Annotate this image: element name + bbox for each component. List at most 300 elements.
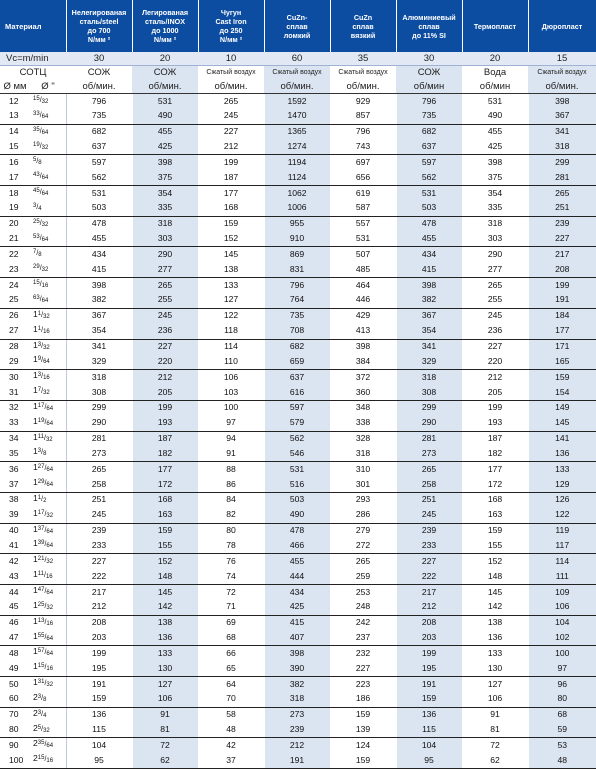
col-header xyxy=(528,0,596,52)
inch-numerator: 35 xyxy=(37,740,45,747)
rpm-cell: 1274 xyxy=(264,140,330,155)
rpm-cell: 341 xyxy=(66,339,132,354)
fraction-slash: / xyxy=(41,710,44,718)
unit-label: об/мин. xyxy=(330,79,396,94)
rpm-cell: 478 xyxy=(66,216,132,231)
rpm-cell: 597 xyxy=(396,155,462,170)
fraction-slash: / xyxy=(41,495,44,503)
inch-denominator: 64 xyxy=(46,635,54,642)
inch-whole: 2 xyxy=(33,722,38,733)
inch-whole: 1 xyxy=(33,339,38,350)
rpm-cell: 199 xyxy=(528,278,596,293)
rpm-cell: 212 xyxy=(132,370,198,385)
table-row xyxy=(0,155,596,170)
rpm-cell: 290 xyxy=(462,247,528,262)
rpm-cell: 124 xyxy=(330,738,396,753)
rpm-cell: 109 xyxy=(528,585,596,600)
rpm-cell: 597 xyxy=(66,155,132,170)
col-header-line: Алюминиевый xyxy=(402,12,456,22)
diameter-mm: 47 xyxy=(0,631,30,646)
vc-value: 35 xyxy=(330,52,396,66)
diameter-inch xyxy=(30,753,66,768)
rpm-cell: 587 xyxy=(330,201,396,216)
rpm-cell: 251 xyxy=(528,201,596,216)
inch-numerator: 13 xyxy=(37,617,45,624)
rpm-cell: 485 xyxy=(330,262,396,277)
rpm-cell: 148 xyxy=(462,569,528,584)
table-row xyxy=(0,400,596,415)
rpm-cell: 318 xyxy=(66,370,132,385)
rpm-cell: 279 xyxy=(330,523,396,538)
rpm-cell: 149 xyxy=(528,400,596,415)
table-row xyxy=(0,262,596,277)
rpm-cell: 735 xyxy=(66,109,132,124)
rpm-cell: 95 xyxy=(396,753,462,768)
rpm-cell: 191 xyxy=(66,677,132,692)
diameter-mm: 36 xyxy=(9,463,19,474)
col-header-line: Дюропласт xyxy=(541,21,583,31)
rpm-cell: 227 xyxy=(462,339,528,354)
rpm-cell: 299 xyxy=(396,400,462,415)
rpm-cell: 354 xyxy=(66,324,132,339)
inch-numerator: 43 xyxy=(33,172,40,179)
rpm-cell: 48 xyxy=(198,723,264,738)
diameter-mm: 40 xyxy=(9,525,19,536)
rpm-cell: 114 xyxy=(528,554,596,569)
diameter-inch xyxy=(30,308,66,323)
rpm-cell: 100 xyxy=(528,646,596,661)
rpm-cell: 562 xyxy=(66,170,132,185)
rpm-cell: 597 xyxy=(264,400,330,415)
col-header-line: сталь/INOX xyxy=(144,17,186,26)
rpm-cell: 490 xyxy=(132,109,198,124)
rpm-cell: 159 xyxy=(462,523,528,538)
rpm-cell: 682 xyxy=(66,124,132,139)
diameter-mm: 12 xyxy=(9,95,19,106)
inch-denominator: 32 xyxy=(41,144,49,151)
inch-numerator: 1 xyxy=(37,494,42,501)
rpm-cell: 743 xyxy=(330,140,396,155)
table-row xyxy=(0,646,596,661)
diameter-mm: 90 xyxy=(9,739,19,750)
rpm-cell: 245 xyxy=(462,308,528,323)
rpm-cell: 281 xyxy=(396,431,462,446)
inch-numerator: 55 xyxy=(37,632,45,639)
table-row xyxy=(0,554,596,569)
rpm-cell: 115 xyxy=(396,723,462,738)
rpm-cell: 444 xyxy=(264,569,330,584)
fraction-slash: / xyxy=(44,572,46,580)
rpm-cell: 375 xyxy=(132,170,198,185)
fraction-slash: / xyxy=(39,265,42,273)
rpm-cell: 212 xyxy=(462,370,528,385)
table-row xyxy=(0,569,596,584)
rpm-cell: 172 xyxy=(132,477,198,492)
rpm-cell: 62 xyxy=(132,753,198,768)
rpm-cell: 104 xyxy=(528,615,596,630)
rpm-cell: 398 xyxy=(330,339,396,354)
rpm-cell: 106 xyxy=(462,692,528,707)
rpm-cell: 290 xyxy=(66,416,132,431)
inch-denominator: 64 xyxy=(41,236,49,243)
fraction-slash: / xyxy=(44,403,47,411)
rpm-cell: 118 xyxy=(198,324,264,339)
rpm-cell: 203 xyxy=(66,631,132,646)
diameter-inch xyxy=(30,109,66,124)
col-header-line: ломкий xyxy=(283,30,311,40)
rpm-cell: 735 xyxy=(264,308,330,323)
inch-whole: 1 xyxy=(33,677,38,688)
fraction-slash: / xyxy=(39,142,42,150)
unit-label: об/мин. xyxy=(132,79,198,94)
table-row xyxy=(0,477,596,492)
inch-numerator: 47 xyxy=(37,587,45,593)
inch-denominator: 2 xyxy=(43,497,47,504)
table-row xyxy=(0,370,596,385)
col-header-line: N/мм ² xyxy=(153,35,177,44)
diameter-mm: 13 xyxy=(0,109,30,124)
unit-mm-label: Ø мм xyxy=(0,79,30,94)
rpm-cell: 159 xyxy=(66,692,132,707)
rpm-cell: 507 xyxy=(330,247,396,262)
fraction-slash: / xyxy=(44,541,47,549)
rpm-cell: 106 xyxy=(528,600,596,615)
rpm-cell: 239 xyxy=(66,523,132,538)
rpm-cell: 199 xyxy=(198,155,264,170)
rpm-cell: 186 xyxy=(330,692,396,707)
inch-whole: 1 xyxy=(33,569,38,580)
table-row xyxy=(0,232,596,247)
rpm-cell: 303 xyxy=(462,232,528,247)
rpm-cell: 193 xyxy=(132,416,198,431)
rpm-cell: 78 xyxy=(198,538,264,553)
rpm-cell: 193 xyxy=(462,416,528,431)
rpm-cell: 227 xyxy=(132,339,198,354)
cooling-value: Сжатый воздух xyxy=(264,66,330,80)
rpm-cell: 531 xyxy=(462,94,528,109)
rpm-cell: 168 xyxy=(462,492,528,507)
rpm-cell: 223 xyxy=(330,677,396,692)
rpm-cell: 142 xyxy=(462,600,528,615)
rpm-cell: 464 xyxy=(330,278,396,293)
table-row xyxy=(0,631,596,646)
units-row xyxy=(0,79,596,94)
inch-denominator: 16 xyxy=(46,666,54,673)
rpm-cell: 637 xyxy=(396,140,462,155)
cooling-value: СОЖ xyxy=(66,66,132,80)
diameter-mm: 26 xyxy=(9,310,19,321)
rpm-cell: 171 xyxy=(528,339,596,354)
rpm-cell: 182 xyxy=(132,446,198,461)
diameter-inch xyxy=(30,646,66,661)
rpm-cell: 227 xyxy=(528,232,596,247)
rpm-cell: 434 xyxy=(264,585,330,600)
rpm-cell: 177 xyxy=(462,462,528,477)
rpm-cell: 299 xyxy=(66,400,132,415)
rpm-cell: 136 xyxy=(462,631,528,646)
fraction-slash: / xyxy=(41,725,44,733)
diameter-mm: 34 xyxy=(9,433,19,444)
table-row xyxy=(0,293,596,308)
diameter-mm: 44 xyxy=(9,586,19,597)
inch-denominator: 32 xyxy=(43,313,50,320)
diameter-mm: 22 xyxy=(9,248,19,259)
rpm-cell: 91 xyxy=(132,707,198,722)
rpm-cell: 265 xyxy=(198,94,264,109)
rpm-cell: 273 xyxy=(264,707,330,722)
col-header-line: сплав xyxy=(286,21,308,31)
rpm-cell: 857 xyxy=(330,109,396,124)
rpm-cell: 119 xyxy=(528,523,596,538)
fraction-slash: / xyxy=(44,741,47,749)
inch-whole: 1 xyxy=(33,585,38,595)
inch-denominator: 16 xyxy=(45,574,53,581)
inch-numerator: 19 xyxy=(37,417,45,424)
inch-denominator: 64 xyxy=(41,129,49,136)
inch-denominator: 16 xyxy=(43,375,50,382)
diameter-mm: 46 xyxy=(9,617,19,628)
inch-whole: 1 xyxy=(33,446,38,457)
cooling-value: Вода xyxy=(462,66,528,80)
rpm-cell: 212 xyxy=(66,600,132,615)
rpm-cell: 159 xyxy=(330,707,396,722)
table-row xyxy=(0,247,596,262)
header-row xyxy=(0,0,596,52)
fraction-slash: / xyxy=(39,295,42,303)
rpm-cell: 84 xyxy=(198,492,264,507)
rpm-cell: 195 xyxy=(66,661,132,676)
rpm-cell: 562 xyxy=(396,170,462,185)
table-row xyxy=(0,523,596,538)
col-header-line: до 1000 xyxy=(151,26,179,35)
rpm-cell: 354 xyxy=(132,186,198,201)
rpm-cell: 398 xyxy=(132,155,198,170)
inch-numerator: 19 xyxy=(33,141,40,148)
inch-whole: 1 xyxy=(33,599,38,610)
rpm-cell: 682 xyxy=(264,339,330,354)
rpm-cell: 232 xyxy=(330,646,396,661)
col-header-line: Cast Iron xyxy=(215,17,247,26)
rpm-cell: 546 xyxy=(264,446,330,461)
rpm-cell: 390 xyxy=(264,661,330,676)
col-header-line: сталь/steel xyxy=(79,17,119,26)
rpm-cell: 293 xyxy=(330,492,396,507)
rpm-cell: 335 xyxy=(132,201,198,216)
diameter-mm: 20 xyxy=(9,218,19,229)
rpm-cell: 382 xyxy=(66,293,132,308)
inch-numerator: 25 xyxy=(37,601,45,608)
inch-whole: 1 xyxy=(33,646,38,657)
rpm-cell: 796 xyxy=(66,94,132,109)
diameter-mm: 42 xyxy=(9,555,19,566)
diameter-inch xyxy=(30,216,66,231)
diameter-inch xyxy=(30,692,66,707)
diameter-mm: 30 xyxy=(9,371,19,382)
rpm-cell: 66 xyxy=(198,646,264,661)
inch-denominator: 64 xyxy=(46,543,54,550)
rpm-cell: 255 xyxy=(462,293,528,308)
rpm-cell: 184 xyxy=(528,308,596,323)
rpm-cell: 136 xyxy=(132,631,198,646)
diameter-inch xyxy=(30,661,66,676)
rpm-cell: 1124 xyxy=(264,170,330,185)
inch-whole: 1 xyxy=(33,354,38,365)
inch-denominator: 32 xyxy=(46,559,54,566)
cooling-value: Сжатый воздух xyxy=(198,66,264,80)
inch-whole: 1 xyxy=(33,507,38,518)
inch-denominator: 16 xyxy=(43,328,50,335)
col-header xyxy=(462,0,528,52)
diameter-inch xyxy=(30,232,66,247)
inch-numerator: 31 xyxy=(37,679,45,686)
rpm-cell: 102 xyxy=(528,631,596,646)
inch-numerator: 53 xyxy=(33,233,40,240)
fraction-slash: / xyxy=(44,756,47,764)
fraction-slash: / xyxy=(36,158,39,166)
rpm-cell: 58 xyxy=(198,707,264,722)
diameter-inch xyxy=(30,416,66,431)
rpm-cell: 71 xyxy=(198,600,264,615)
rpm-cell: 138 xyxy=(462,615,528,630)
inch-denominator: 64 xyxy=(46,482,54,489)
rpm-cell: 367 xyxy=(528,109,596,124)
rpm-cell: 94 xyxy=(198,431,264,446)
rpm-cell: 155 xyxy=(132,538,198,553)
rpm-cell: 929 xyxy=(330,94,396,109)
diameter-inch xyxy=(30,262,66,277)
col-header-line: N/мм ² xyxy=(219,35,243,44)
table-row xyxy=(0,585,596,600)
rpm-cell: 372 xyxy=(330,370,396,385)
diameter-mm: 29 xyxy=(0,354,30,369)
rpm-cell: 133 xyxy=(528,462,596,477)
rpm-cell: 682 xyxy=(396,124,462,139)
rpm-cell: 182 xyxy=(462,446,528,461)
rpm-cell: 133 xyxy=(132,646,198,661)
table-row xyxy=(0,140,596,155)
table-row xyxy=(0,538,596,553)
rpm-cell: 86 xyxy=(198,477,264,492)
rpm-cell: 138 xyxy=(132,615,198,630)
inch-denominator: 64 xyxy=(43,359,50,366)
fraction-slash: / xyxy=(44,418,47,426)
rpm-cell: 281 xyxy=(528,170,596,185)
fraction-slash: / xyxy=(36,250,39,258)
fraction-slash: / xyxy=(41,449,44,457)
inch-numerator: 15 xyxy=(37,663,45,670)
rpm-cell: 80 xyxy=(198,523,264,538)
rpm-cell: 237 xyxy=(330,631,396,646)
rpm-cell: 659 xyxy=(264,354,330,369)
inch-denominator: 32 xyxy=(41,267,49,274)
diameter-inch xyxy=(30,523,66,538)
diameter-mm: 100 xyxy=(0,753,30,768)
rpm-cell: 415 xyxy=(264,615,330,630)
rpm-cell: 1194 xyxy=(264,155,330,170)
diameter-inch xyxy=(30,247,66,262)
rpm-cell: 110 xyxy=(198,354,264,369)
diameter-inch xyxy=(30,370,66,385)
rpm-cell: 265 xyxy=(132,278,198,293)
diameter-inch xyxy=(30,677,66,692)
rpm-cell: 831 xyxy=(264,262,330,277)
rpm-cell: 398 xyxy=(462,155,528,170)
inch-denominator: 32 xyxy=(46,512,54,519)
rpm-cell: 619 xyxy=(330,186,396,201)
rpm-cell: 217 xyxy=(396,585,462,600)
rpm-cell: 217 xyxy=(66,585,132,600)
rpm-cell: 382 xyxy=(396,293,462,308)
inch-denominator: 16 xyxy=(41,283,49,290)
rpm-cell: 245 xyxy=(132,308,198,323)
fraction-slash: / xyxy=(44,680,47,688)
vc-value: 30 xyxy=(396,52,462,66)
inch-denominator: 64 xyxy=(46,743,54,750)
rpm-cell: 95 xyxy=(66,753,132,768)
fraction-slash: / xyxy=(44,526,47,534)
rpm-cell: 191 xyxy=(396,677,462,692)
fraction-slash: / xyxy=(44,557,47,565)
rpm-cell: 130 xyxy=(462,661,528,676)
inch-whole: 1 xyxy=(33,308,38,319)
rpm-cell: 299 xyxy=(528,155,596,170)
inch-denominator: 64 xyxy=(46,467,54,474)
inch-denominator: 32 xyxy=(41,221,49,228)
rpm-cell: 159 xyxy=(132,523,198,538)
fraction-slash: / xyxy=(44,434,46,442)
rpm-cell: 764 xyxy=(264,293,330,308)
inch-whole: 1 xyxy=(33,431,38,442)
vc-value: 10 xyxy=(198,52,264,66)
diameter-mm: 50 xyxy=(9,678,19,689)
vc-label: Vc=m/min xyxy=(0,52,66,66)
diameter-inch xyxy=(30,140,66,155)
diameter-mm: 31 xyxy=(0,385,30,400)
rpm-rows xyxy=(0,94,596,769)
rpm-cell: 199 xyxy=(132,400,198,415)
rpm-cell: 455 xyxy=(132,124,198,139)
rpm-cell: 220 xyxy=(132,354,198,369)
inch-numerator: 7 xyxy=(37,387,42,394)
rpm-cell: 335 xyxy=(462,201,528,216)
diameter-inch xyxy=(30,477,66,492)
inch-numerator: 3 xyxy=(37,341,42,348)
rpm-cell: 531 xyxy=(66,186,132,201)
diameter-mm: 14 xyxy=(9,126,19,137)
col-header-line: Легированая xyxy=(141,8,189,17)
rpm-cell: 136 xyxy=(66,707,132,722)
rpm-cell: 425 xyxy=(264,600,330,615)
col-header-line: до 700 xyxy=(87,26,111,35)
cooling-value: Сжатый воздух xyxy=(528,66,596,80)
diameter-mm: 28 xyxy=(9,341,19,351)
inch-numerator: 9 xyxy=(37,356,42,363)
rpm-cell: 145 xyxy=(528,416,596,431)
rpm-cell: 145 xyxy=(198,247,264,262)
fraction-slash: / xyxy=(44,602,47,610)
rpm-cell: 133 xyxy=(198,278,264,293)
inch-denominator: 32 xyxy=(43,344,50,351)
rpm-cell: 70 xyxy=(198,692,264,707)
rpm-cell: 253 xyxy=(330,585,396,600)
inch-denominator: 64 xyxy=(46,420,54,427)
inch-numerator: 33 xyxy=(33,110,40,117)
unit-label: об/мин xyxy=(396,79,462,94)
fraction-slash: / xyxy=(39,234,42,242)
col-header-line: Чугун xyxy=(220,8,242,17)
diameter-mm: 25 xyxy=(0,293,30,308)
inch-numerator: 21 xyxy=(37,556,45,563)
